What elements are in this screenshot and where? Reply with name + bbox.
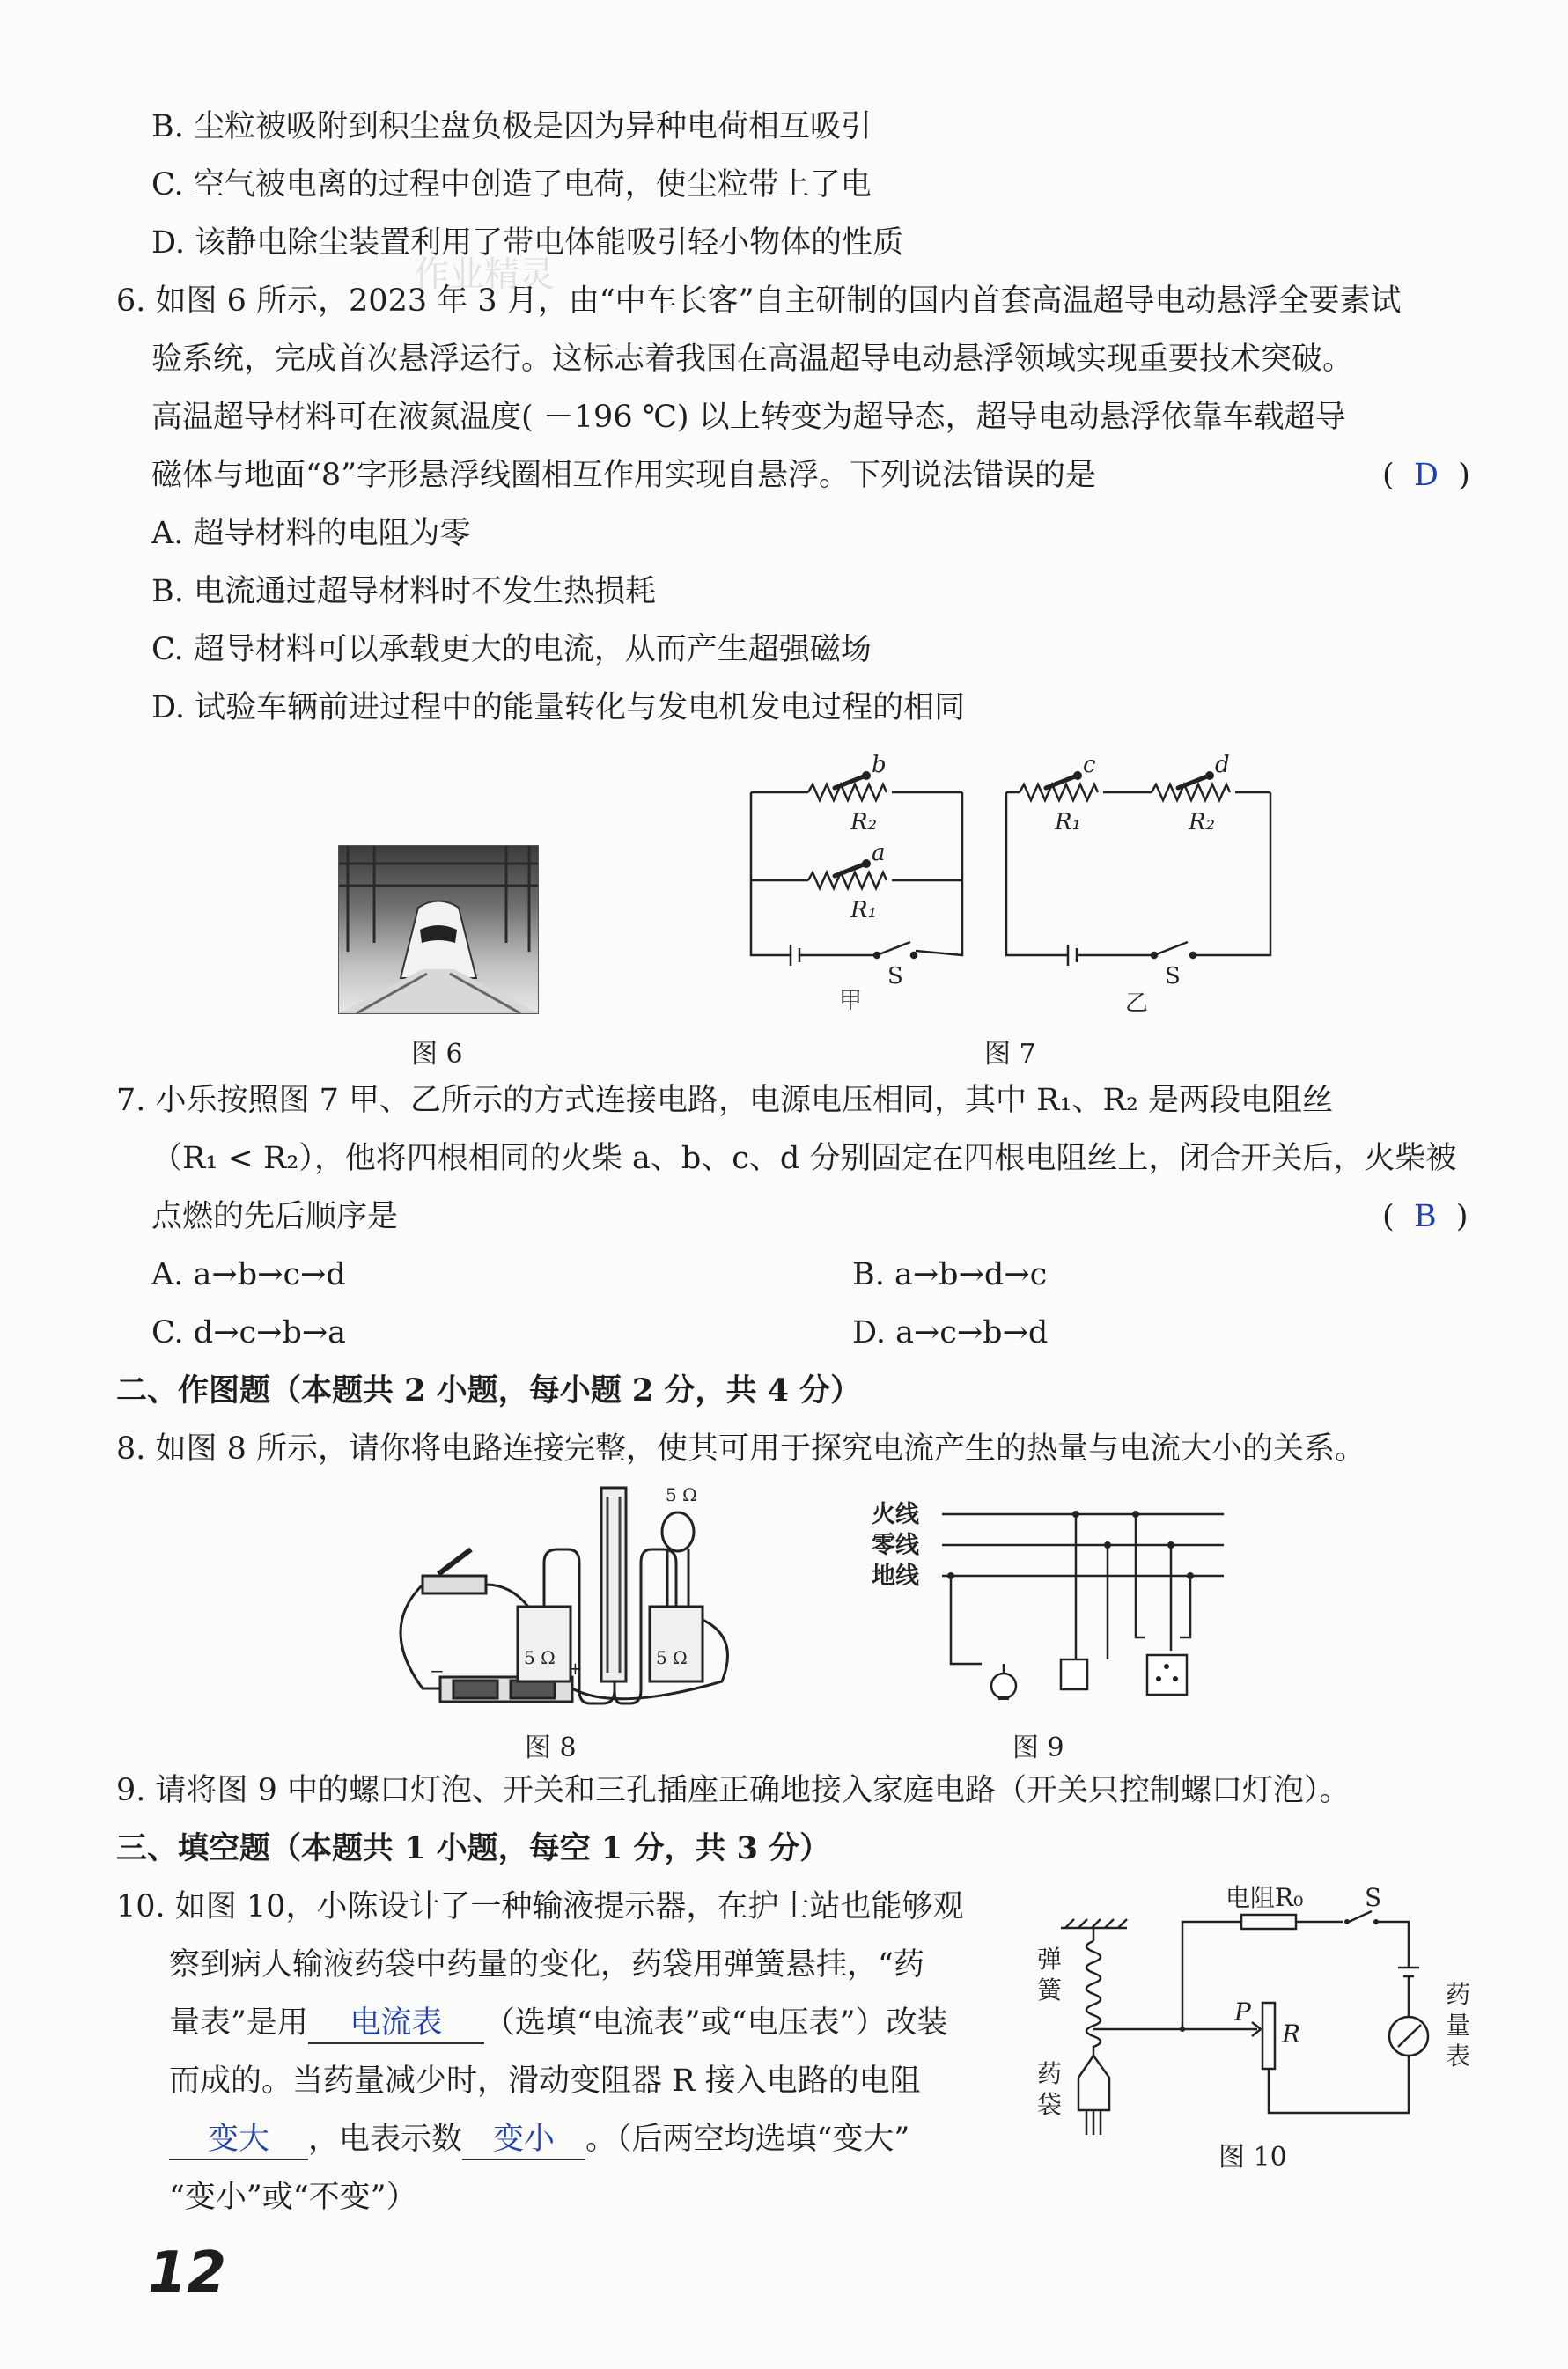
fig7-label-a: a	[872, 840, 886, 866]
fig7-label-r2-yi: R₂	[1189, 809, 1215, 835]
q10-blank-1[interactable]: 电流表	[308, 2004, 484, 2044]
q6-stem-3: 高温超导材料可在液氮温度( －196 ℃) 以上转变为超导态，超导电动悬浮依靠车载超导	[151, 400, 1346, 435]
fig9-neutral-wire: 零线	[872, 1532, 919, 1559]
fig9-caption: 图 9	[1012, 1733, 1064, 1763]
fig10-meter-label-3: 表	[1446, 2042, 1471, 2071]
fig8-ohm-right: 5 Ω	[656, 1647, 688, 1668]
fig10-meter-label-1: 药	[1446, 1980, 1471, 2009]
fig7-label-jia: 甲	[839, 988, 863, 1014]
q7-option-b: B. a→b→d→c	[852, 1257, 1048, 1292]
fig9-household-circuit	[872, 1492, 1233, 1721]
q6-option-c: C. 超导材料可以承载更大的电流，从而产生超强磁场	[151, 632, 872, 667]
section-3-heading: 三、填空题（本题共 1 小题，每空 1 分，共 3 分）	[116, 1830, 831, 1866]
fig7-label-c: c	[1083, 753, 1096, 778]
fig10-spring-label-2: 簧	[1037, 1975, 1063, 2005]
q6-stem-1: 6. 如图 6 所示，2023 年 3 月，由“中车长客”自主研制的国内首套高温超导电动悬浮全要素试	[116, 283, 1402, 319]
fig7-label-d: d	[1215, 753, 1230, 778]
page-number: 12	[148, 2240, 227, 2306]
fig9-ground-wire: 地线	[872, 1563, 919, 1590]
fig8-minus: −	[430, 1660, 445, 1681]
fig10-spring-label-1: 弹	[1037, 1945, 1063, 1974]
fig7-label-b: b	[872, 753, 887, 778]
q7-stem-2: （R₁ < R₂），他将四根相同的火柴 a、b、c、d 分别固定在四根电阻丝上，闭合开关后，火柴被	[151, 1141, 1457, 1176]
fig8-ohm-left: 5 Ω	[524, 1647, 556, 1668]
q10-text-5b: 。（后两空均选填“变大”	[585, 2122, 910, 2157]
q7-stem-3: 点燃的先后顺序是	[151, 1199, 399, 1234]
q10-text-3b: （选填“电流表”或“电压表”）改装	[483, 2005, 948, 2041]
fig10-r-label: R	[1282, 2020, 1301, 2049]
fig9-live-wire: 火线	[872, 1501, 919, 1528]
fig7-label-r2-jia: R₂	[850, 809, 877, 835]
fig6-caption: 图 6	[411, 1039, 463, 1070]
fig7-label-r1-jia: R₁	[850, 897, 877, 923]
q10-stem-4: 而成的。当药量减少时，滑动变阻器 R 接入电路的电阻	[169, 2064, 921, 2099]
fig6-maglev-photo	[338, 845, 539, 1014]
q7-answer: B	[1413, 1199, 1437, 1234]
fig10-bag-label-1: 药	[1037, 2059, 1063, 2088]
fig8-ohm-top: 5 Ω	[666, 1484, 697, 1505]
q6-stem-2: 验系统，完成首次悬浮运行。这标志着我国在高温超导电动悬浮领域实现重要技术突破。	[151, 342, 1354, 377]
fig7-switch-yi: S	[1165, 963, 1181, 990]
q7-option-d: D. a→c→b→d	[852, 1315, 1049, 1350]
q10-stem-6: “变小”或“不变”）	[169, 2180, 417, 2215]
q7-stem-1: 7. 小乐按照图 7 甲、乙所示的方式连接电路，电源电压相同，其中 R₁、R₂ 是两段电阻丝	[116, 1083, 1334, 1118]
q10-stem-1: 10. 如图 10，小陈设计了一种输液提示器，在护士站也能够观	[116, 1889, 964, 1924]
q10-text-5a: ，电表示数	[308, 2122, 463, 2157]
q8-stem: 8. 如图 8 所示，请你将电路连接完整，使其可用于探究电流产生的热量与电流大小的关系。	[116, 1431, 1366, 1467]
q6-option-b: B. 电流通过超导材料时不发生热损耗	[151, 574, 656, 609]
fig10-resistor-label: 电阻R₀	[1226, 1883, 1304, 1912]
fig8-plus: +	[568, 1658, 583, 1679]
q5-option-b: B. 尘粒被吸附到积尘盘负极是因为异种电荷相互吸引	[151, 109, 872, 144]
fig7-label-yi: 乙	[1125, 990, 1149, 1017]
q7-answer-bracket: ( B )	[1382, 1199, 1469, 1234]
fig10-switch-label: S	[1365, 1883, 1382, 1912]
fig10-meter-label-2: 量	[1446, 2011, 1471, 2040]
q9-stem: 9. 请将图 9 中的螺口灯泡、开关和三孔插座正确地接入家庭电路（开关只控制螺口灯泡）。	[116, 1773, 1351, 1808]
q10-stem-3	[169, 2004, 947, 2044]
q5-option-d: D. 该静电除尘装置利用了带电体能吸引轻小物体的性质	[151, 225, 904, 261]
fig10-p-label: P	[1234, 1997, 1251, 2027]
fig7-circuits	[738, 753, 1284, 1026]
fig8-caption: 图 8	[525, 1733, 577, 1763]
q10-blank-3[interactable]: 变小	[462, 2120, 585, 2160]
q6-option-d: D. 试验车辆前进过程中的能量转化与发电机发电过程的相同	[151, 690, 966, 725]
fig7-switch-jia: S	[887, 963, 903, 990]
fig8-apparatus	[387, 1479, 757, 1721]
fig7-label-r1-yi: R₁	[1055, 809, 1081, 835]
q10-text-3a: 量表”是用	[169, 2005, 308, 2041]
fig10-bag-label-2: 袋	[1037, 2090, 1063, 2119]
q6-option-a: A. 超导材料的电阻为零	[151, 516, 471, 551]
q5-option-c: C. 空气被电离的过程中创造了电荷，使尘粒带上了电	[151, 167, 872, 202]
q6-answer-bracket: ( D )	[1382, 458, 1470, 493]
q10-blank-2[interactable]: 变大	[169, 2120, 308, 2160]
fig7-caption: 图 7	[984, 1039, 1036, 1070]
q7-option-c: C. d→c→b→a	[151, 1315, 347, 1350]
fig10-caption: 图 10	[1218, 2142, 1287, 2173]
watermark: 作业精灵	[414, 254, 555, 295]
q7-option-a: A. a→b→c→d	[151, 1257, 346, 1292]
q10-stem-2: 察到病人输液药袋中药量的变化，药袋用弹簧悬挂，“药	[169, 1947, 924, 1983]
q6-answer: D	[1413, 458, 1439, 493]
section-2-heading: 二、作图题（本题共 2 小题，每小题 2 分，共 4 分）	[116, 1372, 862, 1409]
q10-stem-5	[169, 2120, 909, 2160]
fig10-infusion-alarm	[1030, 1880, 1488, 2170]
q6-stem-4: 磁体与地面“8”字形悬浮线圈相互作用实现自悬浮。下列说法错误的是	[151, 458, 1097, 493]
